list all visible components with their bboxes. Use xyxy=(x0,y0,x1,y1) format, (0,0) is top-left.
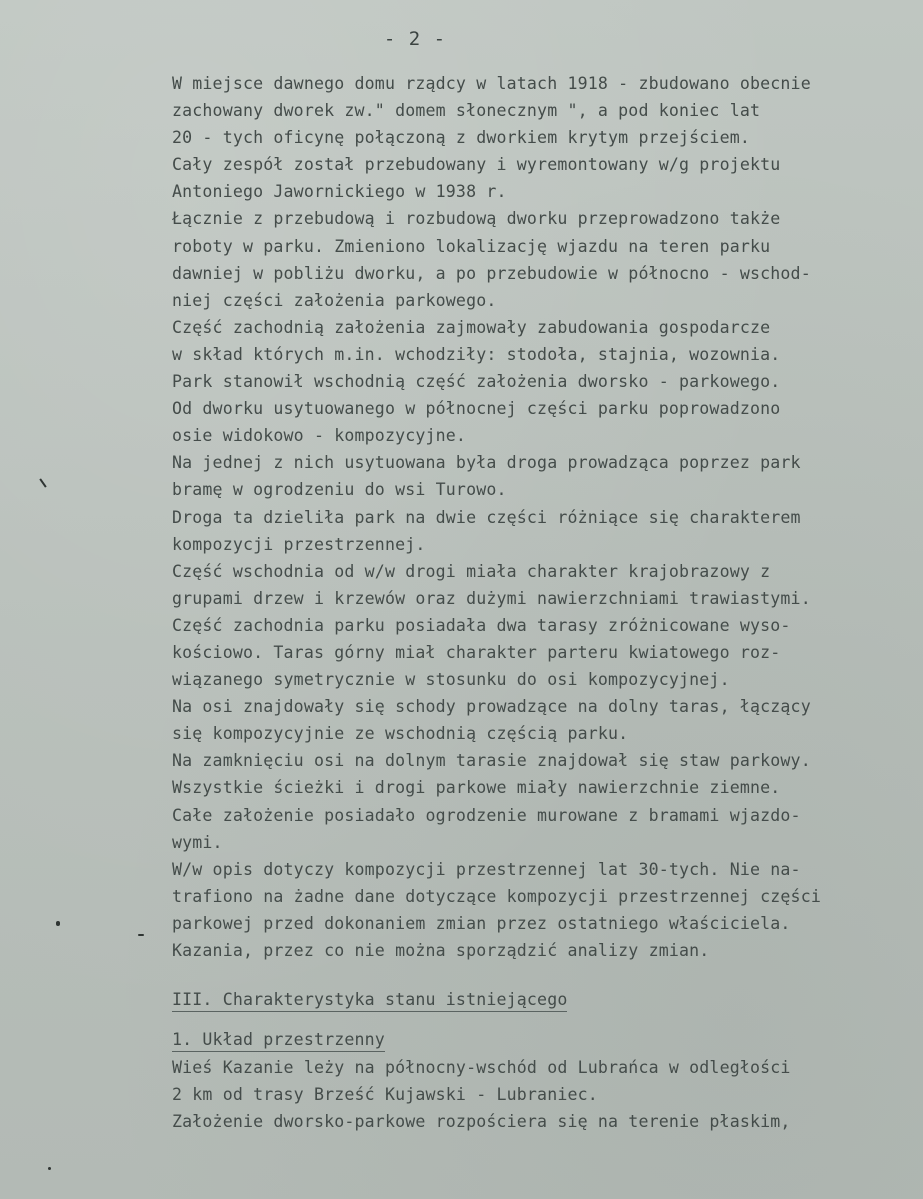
text-line: dawniej w pobliżu dworku, a po przebudowie w północno - wschod- xyxy=(172,263,811,283)
margin-mark xyxy=(39,478,46,487)
text-line: kompozycji przestrzennej. xyxy=(172,534,426,554)
text-line: osie widokowo - kompozycyjne. xyxy=(172,426,467,446)
margin-mark xyxy=(56,921,60,926)
text-line: 2 km od trasy Brześć Kujawski - Lubraniec. xyxy=(172,1085,598,1105)
text-line: zachowany dworek zw." domem słonecznym ", a pod koniec lat xyxy=(172,101,761,121)
text-line: Droga ta dzieliła park na dwie części różniące się charakterem xyxy=(172,507,801,527)
text-line: Antoniego Jawornickiego w 1938 r. xyxy=(172,182,507,202)
text-line: Park stanowił wschodnią część założenia dworsko - parkowego. xyxy=(172,372,781,392)
text-line: Na osi znajdowały się schody prowadzące na dolny taras, łączący xyxy=(172,697,811,717)
text-line: wymi. xyxy=(172,832,223,852)
text-line: bramę w ogrodzeniu do wsi Turowo. xyxy=(172,480,507,500)
subsection-paragraph xyxy=(172,1054,791,1135)
text-line: 20 - tych oficynę połączoną z dworkiem krytym przejściem. xyxy=(172,128,750,148)
subsection-heading: 1. Układ przestrzenny xyxy=(172,1029,385,1052)
text-line: Całe założenie posiadało ogrodzenie murowane z bramami wjazdo- xyxy=(172,805,801,825)
text-line: Założenie dworsko-parkowe rozpościera się na terenie płaskim, xyxy=(172,1112,791,1132)
page-number: - 2 - xyxy=(383,28,447,50)
text-line: Od dworku usytuowanego w północnej części parku poprowadzono xyxy=(172,399,781,419)
text-line: niej części założenia parkowego. xyxy=(172,290,497,310)
text-line: wiązanego symetrycznie w stosunku do osi kompozycyjnej. xyxy=(172,670,730,690)
text-line: Wieś Kazanie leży na północny-wschód od Lubrańca w odległości xyxy=(172,1058,791,1077)
text-line: się kompozycyjnie ze wschodnią częścią parku. xyxy=(172,724,629,744)
text-line: Kazania, przez co nie można sporządzić analizy zmian. xyxy=(172,941,710,960)
text-line: w skład których m.in. wchodziły: stodoła, stajnia, wozownia. xyxy=(172,344,781,364)
text-line: parkowej przed dokonaniem zmian przez ostatniego właściciela. xyxy=(172,913,791,933)
text-line: Część zachodnią założenia zajmowały zabudowania gospodarcze xyxy=(172,317,771,337)
text-line: Łącznie z przebudową i rozbudową dworku przeprowadzono także xyxy=(172,209,781,229)
text-line: W/w opis dotyczy kompozycji przestrzennej lat 30-tych. Nie na- xyxy=(172,859,801,879)
text-line: Wszystkie ścieżki i drogi parkowe miały nawierzchnie ziemne. xyxy=(172,778,781,798)
text-line: Cały zespół został przebudowany i wyremontowany w/g projektu xyxy=(172,155,781,175)
text-line: kościowo. Taras górny miał charakter parteru kwiatowego roz- xyxy=(172,642,781,662)
section-heading: III. Charakterystyka stanu istniejącego xyxy=(172,989,567,1012)
text-line: trafiono na żadne dane dotyczące kompozycji przestrzennej części xyxy=(172,886,821,906)
body-paragraphs xyxy=(172,70,902,964)
text-line: Na jednej z nich usytuowana była droga prowadząca poprzez park xyxy=(172,453,801,473)
text-line: Na zamknięciu osi na dolnym tarasie znajdował się staw parkowy. xyxy=(172,751,811,771)
text-line: Część wschodnia od w/w drogi miała charakter krajobrazowy z xyxy=(172,561,771,581)
text-line: Część zachodnia parku posiadała dwa tarasy zróżnicowane wyso- xyxy=(172,615,791,635)
margin-mark xyxy=(138,934,144,936)
text-line: roboty w parku. Zmieniono lokalizację wjazdu na teren parku xyxy=(172,236,771,256)
margin-mark xyxy=(48,1167,51,1170)
text-line: grupami drzew i krzewów oraz dużymi nawierzchniami trawiastymi. xyxy=(172,588,811,608)
text-line: W miejsce dawnego domu rządcy w latach 1918 - zbudowano obecnie xyxy=(172,74,811,93)
